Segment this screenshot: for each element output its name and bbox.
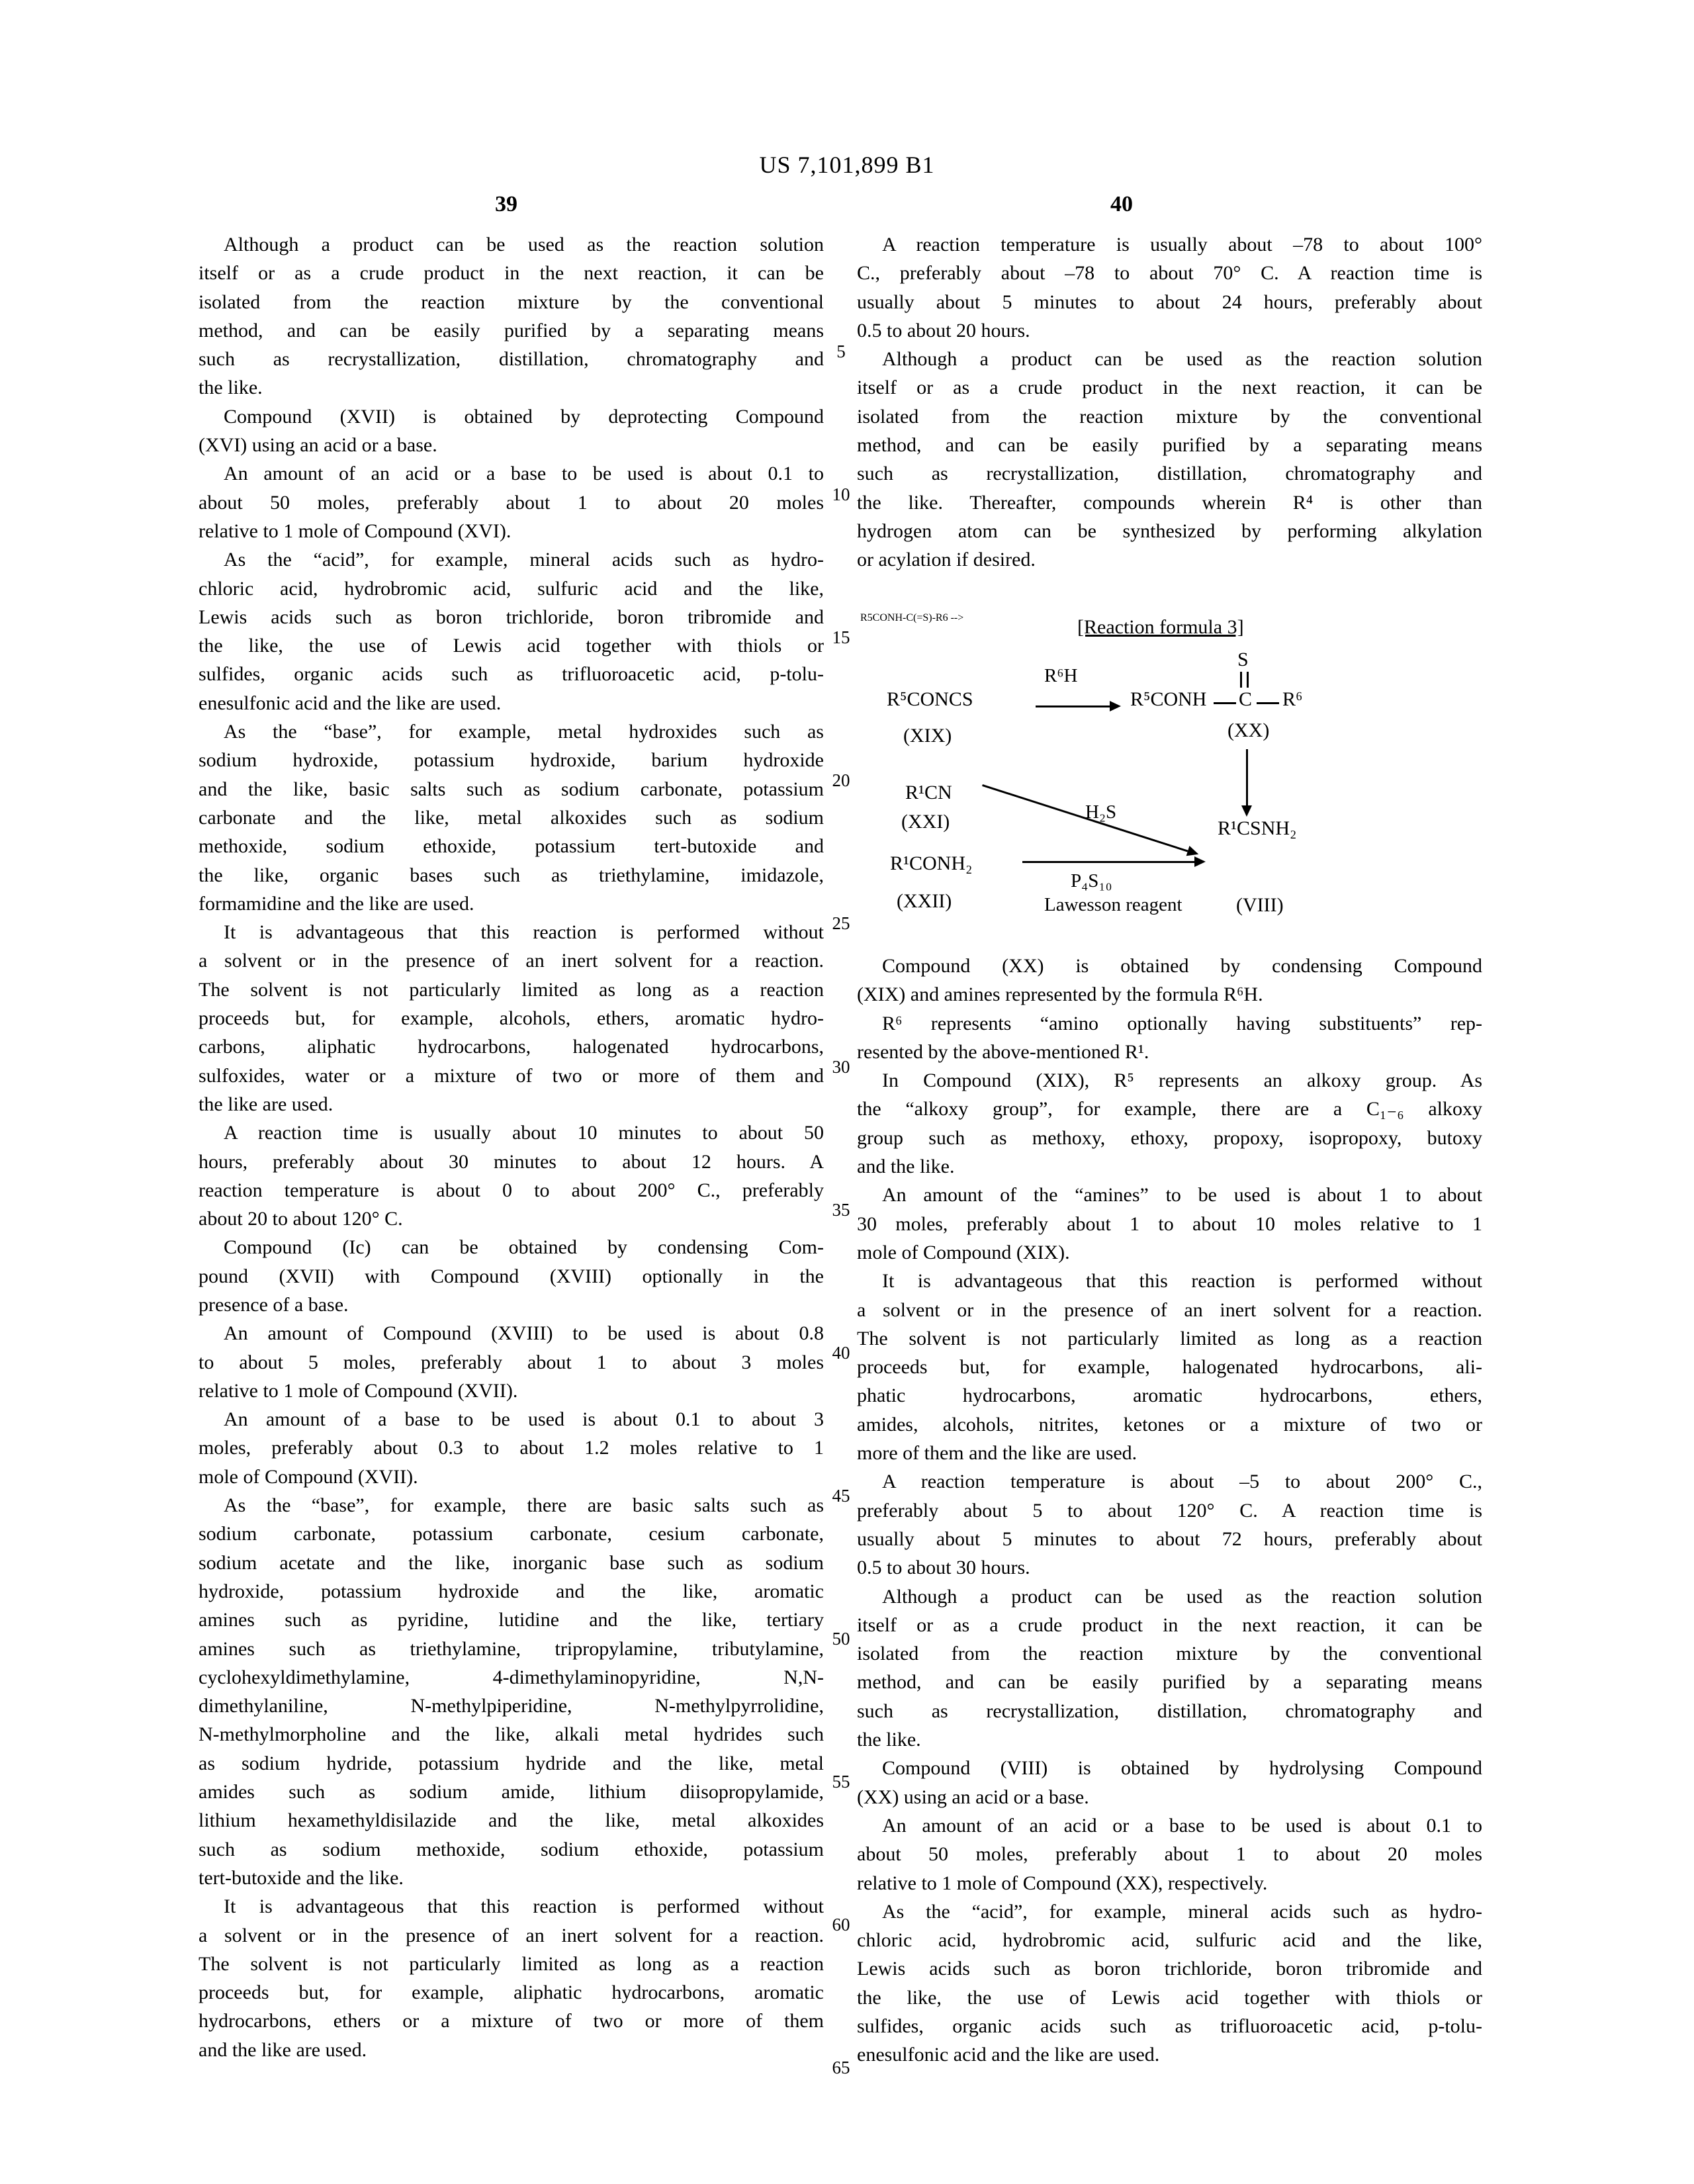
text-line: As the “acid”, for example, mineral acids such as hydro- <box>882 1900 1482 1923</box>
text-line: formamidine and the like are used. <box>199 892 474 915</box>
product-xx-left: R⁵CONH <box>1130 688 1207 710</box>
text-line: chloric acid, hydrobromic acid, sulfuric acid and the like, <box>199 577 824 600</box>
text-line: mole of Compound (XIX). <box>857 1241 1070 1263</box>
text-line: method, and can be easily purified by a separating means <box>199 319 824 341</box>
text-line: relative to 1 mole of Compound (XX), respectively. <box>857 1872 1268 1894</box>
text-line: and the like. <box>857 1156 955 1178</box>
text-line: An amount of a base to be used is about 0.1 to about 3 <box>224 1408 824 1431</box>
text-line: method, and can be easily purified by a separating means <box>857 1671 1482 1694</box>
reactant-xix-formula: R⁵CONCS <box>887 688 973 710</box>
text-line: It is advantageous that this reaction is performed without <box>224 1895 824 1918</box>
reaction-arrow-3-line <box>1022 861 1194 863</box>
arrow1-reagent-label: R⁶H <box>1044 665 1078 686</box>
text-line: about 50 moles, preferably about 1 to about 20 moles <box>199 491 824 514</box>
text-line: sodium hydroxide, potassium hydroxide, barium hydroxide <box>199 749 824 772</box>
text-line: the like, organic bases such as triethylamine, imidazole, <box>199 864 824 886</box>
reactant-xxii-label: (XXII) <box>897 890 952 912</box>
text-line: sodium acetate and the like, inorganic base such as sodium <box>199 1551 824 1574</box>
text-line: It is advantageous that this reaction is performed without <box>224 921 824 944</box>
text-line: resented by the above-mentioned R¹. <box>857 1040 1149 1063</box>
text-line: a solvent or in the presence of an inert solvent for a reaction. <box>199 1924 824 1946</box>
text-line: and the like are used. <box>199 2038 367 2061</box>
diagram-title: [Reaction formula 3] <box>1077 616 1244 638</box>
text-line: hydrogen atom can be synthesized by performing alkylation <box>857 520 1482 542</box>
text-line: A reaction temperature is about –5 to about 200° C., <box>882 1471 1482 1493</box>
text-line: Although a product can be used as the reaction solution <box>882 1585 1482 1608</box>
reaction-arrow-1-head <box>1110 701 1121 711</box>
text-line: R⁶ represents “amino optionally having substituents” rep- <box>882 1012 1482 1034</box>
double-bond-line-1 <box>1240 672 1242 688</box>
text-line: hours, preferably about 30 minutes to about 12 hours. A <box>199 1150 824 1173</box>
text-line: sodium carbonate, potassium carbonate, cesium carbonate, <box>199 1523 824 1545</box>
product-xx-sulfur: S <box>1237 649 1249 670</box>
text-line: and the like, basic salts such as sodium carbonate, potassium <box>199 778 824 800</box>
text-line: An amount of an acid or a base to be used is about 0.1 to <box>224 463 824 485</box>
text-line: amides, alcohols, nitrites, ketones or a mixture of two or <box>857 1413 1482 1435</box>
line-number: 60 <box>832 1915 850 1935</box>
column-number-39: 39 <box>495 192 517 216</box>
text-line: The solvent is not particularly limited as long as a reaction <box>199 1952 824 1975</box>
text-line: mole of Compound (XVII). <box>199 1465 418 1488</box>
text-line: to about 5 moles, preferably about 1 to about 3 moles <box>199 1351 824 1373</box>
text-line: the like. <box>199 377 263 399</box>
text-line: amides such as sodium amide, lithium diisopropylamide, <box>199 1781 824 1803</box>
text-line: the like, the use of Lewis acid together with thiols or <box>857 1986 1482 2009</box>
text-line: the like, the use of Lewis acid together with thiols or <box>199 635 824 657</box>
text-line: (XIX) and amines represented by the formula R⁶H. <box>857 983 1263 1006</box>
text-line: amines such as pyridine, lutidine and the like, tertiary <box>199 1609 824 1631</box>
text-line: As the “acid”, for example, mineral acids such as hydro- <box>224 549 824 571</box>
reactant-xix-label: (XIX) <box>903 725 952 747</box>
text-line: methoxide, sodium ethoxide, potassium tert-butoxide and <box>199 835 824 858</box>
text-line: An amount of Compound (XVIII) to be used is about 0.8 <box>224 1322 824 1345</box>
text-line: The solvent is not particularly limited as long as a reaction <box>199 978 824 1001</box>
line-number: 55 <box>832 1772 850 1792</box>
text-line: Compound (VIII) is obtained by hydrolysing Compound <box>882 1757 1482 1780</box>
text-line: the like. <box>857 1729 921 1751</box>
line-number: 10 <box>832 484 850 505</box>
text-line: usually about 5 minutes to about 72 hours, preferably about <box>857 1527 1482 1550</box>
text-line: proceeds but, for example, aliphatic hydrocarbons, aromatic <box>199 1981 824 2004</box>
right-column-top <box>857 230 1482 574</box>
text-line: An amount of the “amines” to be used is about 1 to about <box>882 1184 1482 1206</box>
bond-line-2 <box>1257 702 1279 704</box>
text-line: proceeds but, for example, alcohols, ethers, aromatic hydro- <box>199 1007 824 1030</box>
product-viii-label: (VIII) <box>1236 894 1284 916</box>
product-xx-right: R⁶ <box>1282 688 1303 710</box>
product-xx-label: (XX) <box>1227 719 1270 741</box>
text-line: sulfides, organic acids such as trifluoroacetic acid, p-tolu- <box>857 2015 1482 2037</box>
text-line: N-methylmorpholine and the like, alkali metal hydrides such <box>199 1723 824 1746</box>
text-line: isolated from the reaction mixture by the conventional <box>857 1643 1482 1665</box>
text-line: itself or as a crude product in the next reaction, it can be <box>857 1614 1482 1636</box>
text-line: A reaction time is usually about 10 minutes to about 50 <box>224 1122 824 1144</box>
product-viii-formula: R¹CSNH₂ <box>1218 817 1297 839</box>
line-number: 5 <box>836 341 846 361</box>
text-line: isolated from the reaction mixture by the conventional <box>199 291 824 313</box>
text-line: hydrocarbons, ethers or a mixture of two or more of them <box>199 2010 824 2032</box>
line-number: 15 <box>832 627 850 648</box>
text-line: the “alkoxy group”, for example, there are a C₁₋₆ alkoxy <box>857 1098 1482 1120</box>
text-line: hydroxide, potassium hydroxide and the like, aromatic <box>199 1580 824 1602</box>
text-line: phatic hydrocarbons, aromatic hydrocarbons, ethers, <box>857 1385 1482 1407</box>
line-number: 30 <box>832 1056 850 1077</box>
reaction-arrow-down-line <box>1246 749 1248 805</box>
text-line: such as recrystallization, distillation, chromatography and <box>857 463 1482 485</box>
text-line: 30 moles, preferably about 1 to about 10 moles relative to 1 <box>857 1212 1482 1235</box>
text-line: Lewis acids such as boron trichloride, boron tribromide and <box>857 1958 1482 1980</box>
text-line: enesulfonic acid and the like are used. <box>857 2044 1160 2066</box>
text-line: (XX) using an acid or a base. <box>857 1786 1089 1808</box>
line-number: 20 <box>832 770 850 791</box>
text-line: Compound (XX) is obtained by condensing Compound <box>882 955 1482 977</box>
text-line: such as recrystallization, distillation, chromatography and <box>857 1700 1482 1722</box>
text-line: preferably about 5 to about 120° C. A reaction time is <box>857 1499 1482 1522</box>
text-line: relative to 1 mole of Compound (XVII). <box>199 1379 518 1402</box>
text-line: group such as methoxy, ethoxy, propoxy, isopropoxy, butoxy <box>857 1126 1482 1149</box>
text-line: itself or as a crude product in the next reaction, it can be <box>199 262 824 285</box>
text-line: cyclohexyldimethylamine, 4-dimethylaminopyridine, N,N- <box>199 1666 824 1688</box>
text-line: presence of a base. <box>199 1293 349 1316</box>
line-number: 25 <box>832 913 850 934</box>
text-line: carbons, aliphatic hydrocarbons, halogenated hydrocarbons, <box>199 1036 824 1058</box>
text-line: a solvent or in the presence of an inert solvent for a reaction. <box>199 950 824 972</box>
text-line: carbonate and the like, metal alkoxides such as sodium <box>199 806 824 829</box>
text-line: tert-butoxide and the like. <box>199 1866 404 1889</box>
text-line: about 50 moles, preferably about 1 to about 20 moles <box>857 1843 1482 1866</box>
double-bond-line-2 <box>1247 672 1249 688</box>
text-line: chloric acid, hydrobromic acid, sulfuric acid and the like, <box>857 1929 1482 1952</box>
text-line: Compound (Ic) can be obtained by condensing Com- <box>224 1236 824 1259</box>
text-line: reaction temperature is about 0 to about 200° C., preferably <box>199 1179 824 1201</box>
text-line: (XVI) using an acid or a base. <box>199 434 437 457</box>
reactant-xxii-formula: R¹CONH₂ <box>890 852 973 874</box>
text-line: In Compound (XIX), R⁵ represents an alkoxy group. As <box>882 1069 1482 1092</box>
reaction-arrow-3-head <box>1194 856 1206 867</box>
line-number: 50 <box>832 1628 850 1649</box>
text-line: Although a product can be used as the reaction solution <box>224 234 824 255</box>
text-line: such as sodium methoxide, sodium ethoxide, potassium <box>199 1838 824 1860</box>
text-line: isolated from the reaction mixture by the conventional <box>857 405 1482 428</box>
text-line: 0.5 to about 20 hours. <box>857 319 1030 341</box>
line-number: 35 <box>832 1199 850 1220</box>
text-line: the like. Thereafter, compounds wherein R⁴ is other than <box>857 491 1482 514</box>
text-line: pound (XVII) with Compound (XVIII) optionally in the <box>199 1265 824 1287</box>
left-column <box>199 230 824 2064</box>
text-line: An amount of an acid or a base to be used is about 0.1 to <box>882 1814 1482 1837</box>
reaction-arrow-1-line <box>1036 705 1110 707</box>
arrow2-reagent-label: H₂S <box>1085 801 1117 823</box>
text-line: method, and can be easily purified by a separating means <box>857 434 1482 457</box>
line-number: 45 <box>832 1485 850 1506</box>
text-line: more of them and the like are used. <box>857 1442 1137 1465</box>
reaction-arrow-diagonal <box>983 784 1199 854</box>
text-line: itself or as a crude product in the next reaction, it can be <box>857 377 1482 399</box>
text-line: C., preferably about –78 to about 70° C. A reaction time is <box>857 262 1482 285</box>
text-line: relative to 1 mole of Compound (XVI). <box>199 520 512 542</box>
bond-line-1 <box>1214 702 1236 704</box>
text-line: Lewis acids such as boron trichloride, boron tribromide and <box>199 606 824 628</box>
right-column-bottom <box>857 952 1482 2070</box>
text-line: about 20 to about 120° C. <box>199 1208 403 1230</box>
column-number-40: 40 <box>1110 192 1133 216</box>
arrow3-reagent-bottom-label: Lawesson reagent <box>1044 894 1182 915</box>
reaction-arrow-down-head <box>1241 805 1252 817</box>
text-line: as sodium hydride, potassium hydride and the like, metal <box>199 1752 824 1774</box>
text-line: A reaction temperature is usually about –78 to about 100° <box>882 234 1482 255</box>
reactant-xxi-formula: R¹CN <box>905 782 952 803</box>
reaction-arrow-diagonal-line <box>982 784 1188 852</box>
text-line: amines such as triethylamine, tripropylamine, tributylamine, <box>199 1637 824 1660</box>
arrow3-reagent-top-label: P₄S₁₀ <box>1071 870 1112 891</box>
line-number: 40 <box>832 1342 850 1363</box>
reactant-xxi-label: (XXI) <box>901 811 950 833</box>
product-xx-carbon: C <box>1239 688 1253 710</box>
text-line: enesulfonic acid and the like are used. <box>199 692 502 714</box>
text-line: It is advantageous that this reaction is performed without <box>882 1270 1482 1293</box>
text-line: the like are used. <box>199 1093 334 1115</box>
text-line: such as recrystallization, distillation, chromatography and <box>199 348 824 371</box>
text-line: usually about 5 minutes to about 24 hours, preferably about <box>857 291 1482 313</box>
text-line: sulfoxides, water or a mixture of two or more of them and <box>199 1064 824 1087</box>
text-line: proceeds but, for example, halogenated hydrocarbons, ali- <box>857 1356 1482 1379</box>
text-line: Compound (XVII) is obtained by deprotecting Compound <box>224 405 824 428</box>
reaction-formula-diagram: [Reaction formula 3] R5CONH-C(=S)-R6 --> R⁵CONCS R⁶H R⁵CONH C R⁶ S (XIX) (XX) R¹CN (XXI) H₂S R¹CONH₂ (XXII) P₄S₁₀ Lawesson reagent R¹CSNH₂ (VIII) <box>860 612 1303 916</box>
text-line: As the “base”, for example, there are basic salts such as <box>224 1494 824 1517</box>
text-line: The solvent is not particularly limited as long as a reaction <box>857 1327 1482 1349</box>
text-line: dimethylaniline, N-methylpiperidine, N-methylpyrrolidine, <box>199 1695 824 1717</box>
patent-number: US 7,101,899 B1 <box>759 152 935 178</box>
text-line: moles, preferably about 0.3 to about 1.2 moles relative to 1 <box>199 1437 824 1459</box>
text-line: a solvent or in the presence of an inert solvent for a reaction. <box>857 1298 1482 1321</box>
text-line: 0.5 to about 30 hours. <box>857 1557 1030 1579</box>
text-line: lithium hexamethyldisilazide and the like, metal alkoxides <box>199 1809 824 1832</box>
text-line: As the “base”, for example, metal hydroxides such as <box>224 721 824 743</box>
text-line: Although a product can be used as the reaction solution <box>882 348 1482 371</box>
text-line: or acylation if desired. <box>857 549 1036 571</box>
line-number: 65 <box>832 2058 850 2078</box>
text-line: sulfides, organic acids such as trifluoroacetic acid, p-tolu- <box>199 663 824 686</box>
